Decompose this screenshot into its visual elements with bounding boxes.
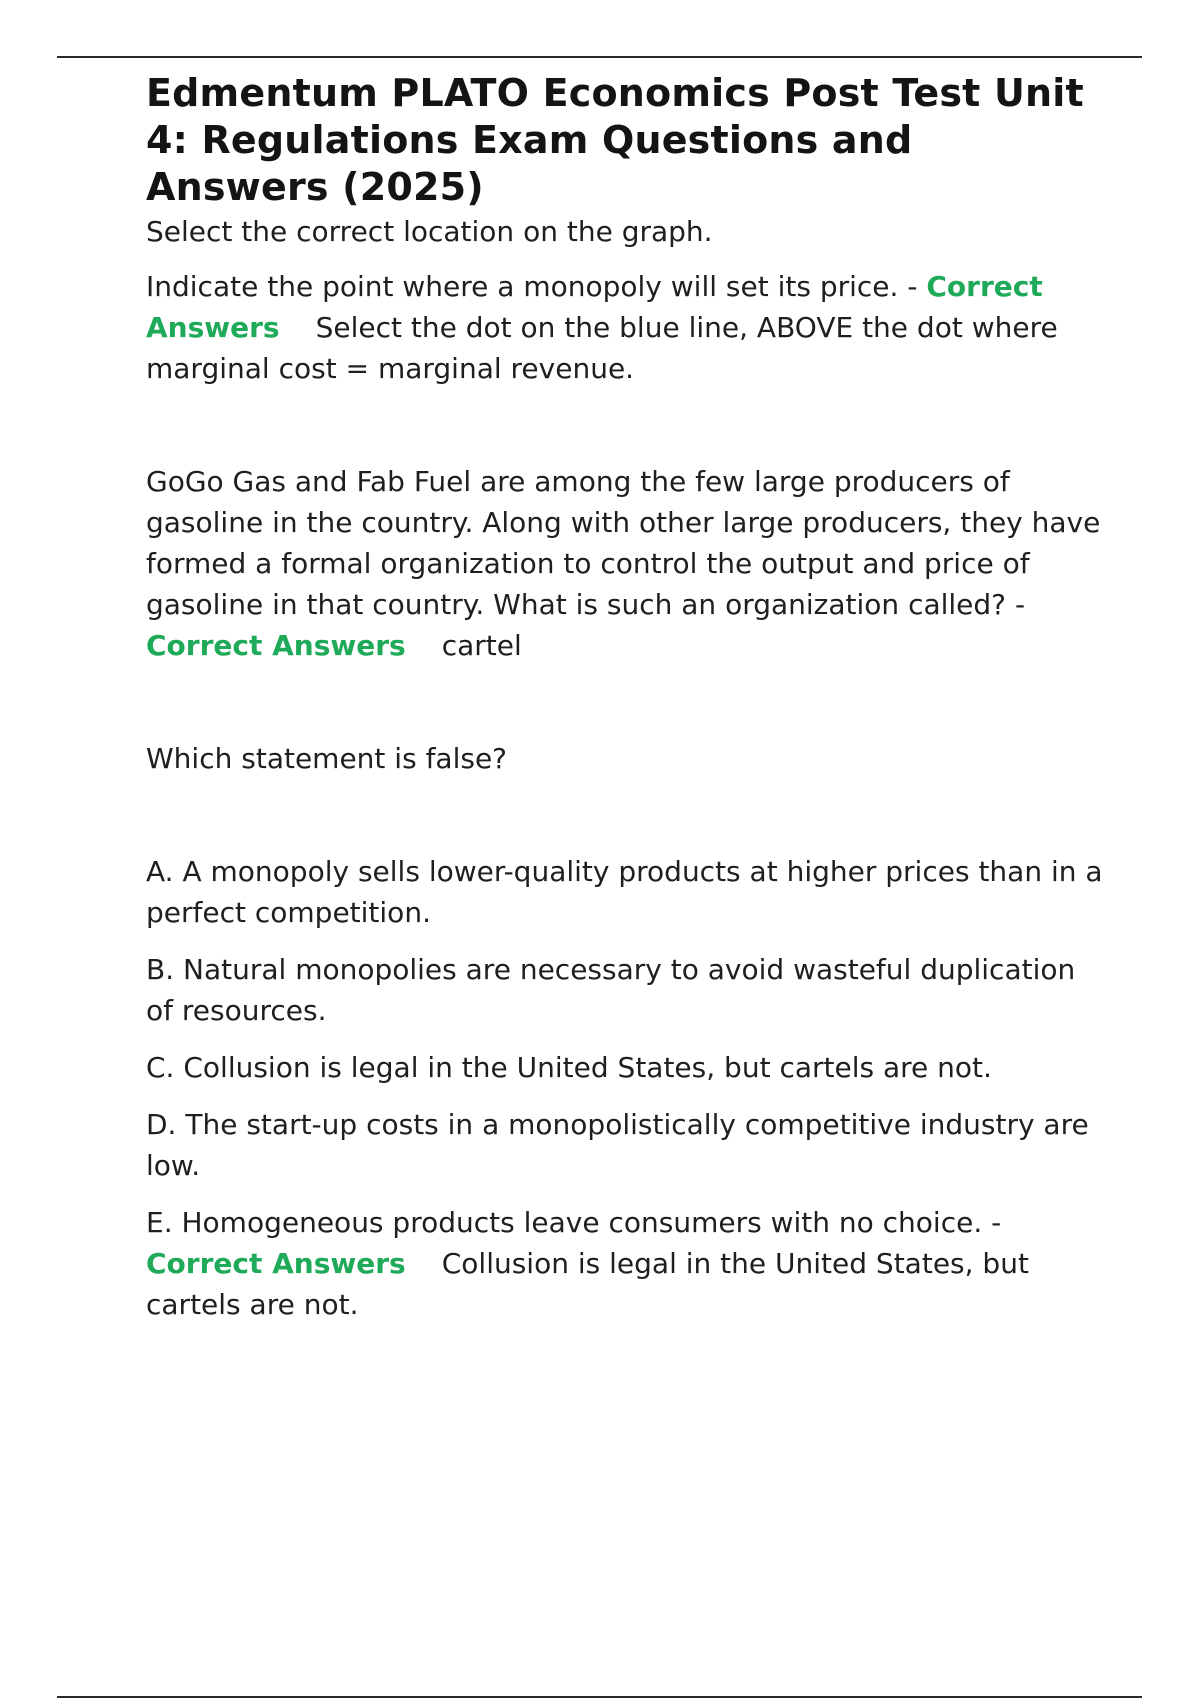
q1-intro: Select the correct location on the graph. (146, 215, 713, 248)
q1-block (146, 266, 1106, 389)
document-body (146, 70, 1106, 1325)
q2-answer-label: Correct Answers (146, 629, 406, 662)
q2-answer: cartel (441, 629, 522, 662)
q3-answer-label: Correct Answers (146, 1247, 406, 1280)
q3-option-b: B. Natural monopolies are necessary to avoid wasteful duplication of resources. (146, 953, 1076, 1027)
footer-rule (57, 1696, 1142, 1698)
q2-question: GoGo Gas and Fab Fuel are among the few large producers of gasoline in the country. Along with other large producers, they have formed a formal organization to control the output and price of gasoline in that country. What is such an organization called? - (146, 465, 1101, 621)
q3-option-c: C. Collusion is legal in the United States, but cartels are not. (146, 1051, 992, 1084)
q2-block (146, 461, 1106, 666)
q3-answer: Collusion is legal in the United States, but cartels are not. (146, 1247, 1029, 1321)
q1-question: Indicate the point where a monopoly will set its price. - (146, 270, 918, 303)
header-rule (57, 56, 1142, 58)
q3-option-e: E. Homogeneous products leave consumers with no choice. - (146, 1206, 1002, 1239)
document-title: Edmentum PLATO Economics Post Test Unit 4: Regulations Exam Questions and Answers (2025) (146, 71, 1084, 209)
q3-question: Which statement is false? (146, 742, 508, 775)
q3-option-e-block (146, 1202, 1106, 1325)
q1-answer-label: Correct Answers (146, 270, 1043, 344)
q3-option-a: A. A monopoly sells lower-quality products at higher prices than in a perfect competition. (146, 855, 1103, 929)
q3-option-d: D. The start-up costs in a monopolistically competitive industry are low. (146, 1108, 1089, 1182)
q1-answer: Select the dot on the blue line, ABOVE the dot where marginal cost = marginal revenue. (146, 311, 1058, 385)
